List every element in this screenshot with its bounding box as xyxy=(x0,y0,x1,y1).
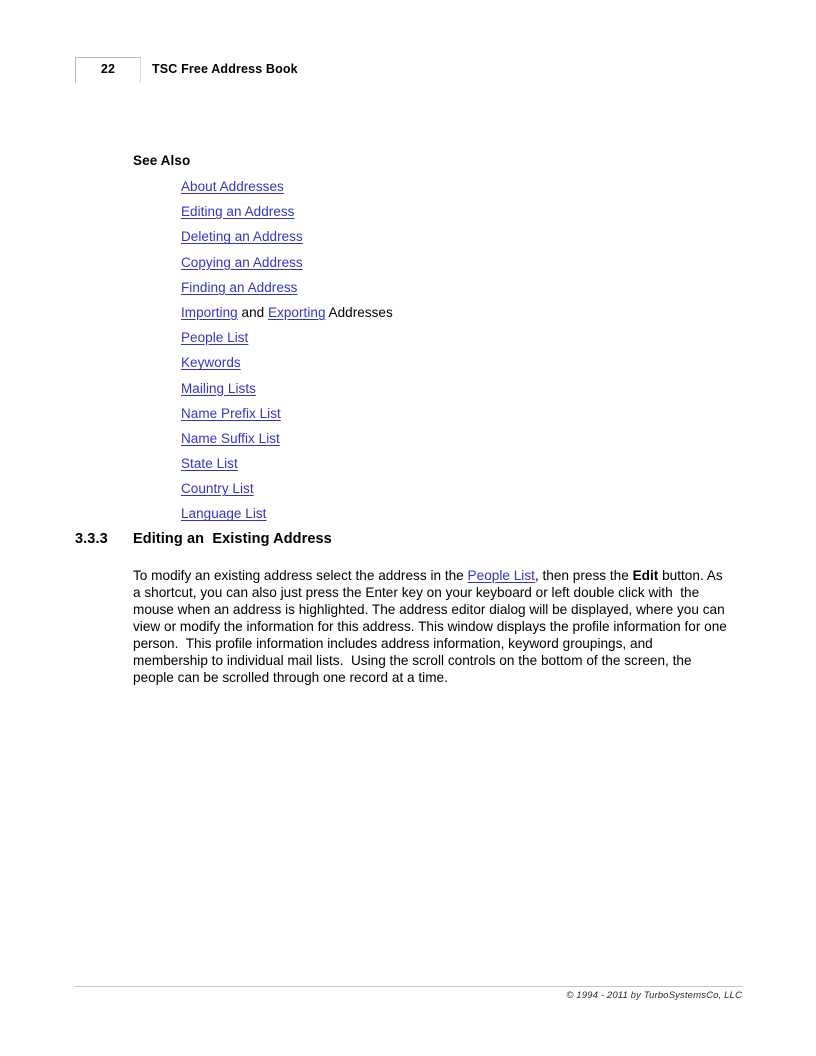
list-item xyxy=(181,202,701,227)
list-item xyxy=(181,379,701,404)
link-people-list[interactable]: People List xyxy=(181,330,249,346)
text-addresses: Addresses xyxy=(325,304,393,320)
link-copying-an-address[interactable]: Copying an Address xyxy=(181,254,303,270)
footer-copyright: © 1994 - 2011 by TurboSystemsCo, LLC xyxy=(566,990,742,1001)
page-number: 22 xyxy=(100,62,116,76)
body-text-part1: To modify an existing address select the address in the xyxy=(133,568,468,583)
footer-rule xyxy=(75,986,742,987)
list-item xyxy=(181,353,701,378)
body-text-part3: button. As a shortcut, you can also just press the Enter key on your keyboard or left double click with the mouse when an address is highlighted. The address editor dialog will be displayed, where you can view or modify the information for this address. This window displays the profile information for one person. This profile information includes address information, keyword groupings, and membership to individual mail lists. Using the scroll controls on the bottom of the screen, the people can be scrolled through one record at a time. xyxy=(133,568,731,685)
list-item xyxy=(181,303,701,328)
link-country-list[interactable]: Country List xyxy=(181,481,254,497)
list-item xyxy=(181,278,701,303)
list-item xyxy=(181,429,701,454)
list-item xyxy=(181,328,701,353)
text-and: and xyxy=(237,304,269,320)
link-finding-an-address[interactable]: Finding an Address xyxy=(181,279,298,295)
section-title: Editing an Existing Address xyxy=(133,531,332,547)
link-name-suffix-list[interactable]: Name Suffix List xyxy=(181,430,280,446)
link-exporting[interactable]: Exporting xyxy=(268,304,326,320)
body-text-edit-bold: Edit xyxy=(632,568,659,583)
header-title: TSC Free Address Book xyxy=(152,62,298,76)
link-mailing-lists[interactable]: Mailing Lists xyxy=(181,380,256,396)
link-state-list[interactable]: State List xyxy=(181,456,238,472)
list-item xyxy=(181,404,701,429)
link-language-list[interactable]: Language List xyxy=(181,506,267,522)
list-item xyxy=(181,454,701,479)
see-also-link-list xyxy=(181,177,701,530)
body-text-part2: , then press the xyxy=(534,568,633,583)
body-paragraph xyxy=(133,567,731,686)
list-item xyxy=(181,479,701,504)
link-keywords[interactable]: Keywords xyxy=(181,355,241,371)
page-header xyxy=(75,57,742,83)
list-item xyxy=(181,227,701,252)
link-people-list-inline[interactable]: People List xyxy=(467,568,535,583)
link-editing-an-address[interactable]: Editing an Address xyxy=(181,204,295,220)
link-deleting-an-address[interactable]: Deleting an Address xyxy=(181,229,303,245)
section-number: 3.3.3 xyxy=(75,531,108,547)
list-item xyxy=(181,504,701,529)
list-item xyxy=(181,253,701,278)
link-importing[interactable]: Importing xyxy=(181,304,238,320)
see-also-heading: See Also xyxy=(133,153,191,168)
link-name-prefix-list[interactable]: Name Prefix List xyxy=(181,405,281,421)
link-about-addresses[interactable]: About Addresses xyxy=(181,179,284,194)
list-item xyxy=(181,177,701,202)
